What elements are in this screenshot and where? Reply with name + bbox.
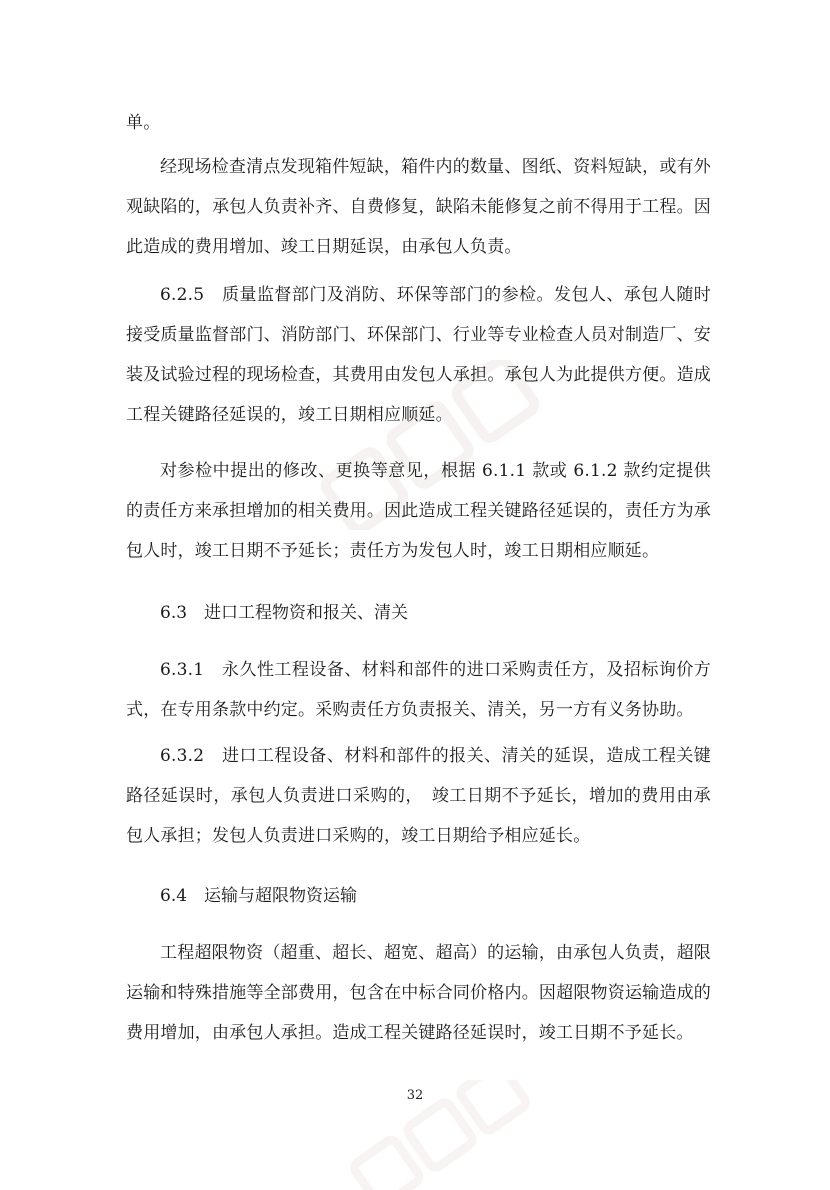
- paragraph-inspection-opinions: 对参检中提出的修改、更换等意见，根据 6.1.1 款或 6.1.2 款约定提供的责任方来承担增加的相关费用。因此造成工程关键路径延误的，责任方为承包人时，竣工日期不予延长；责任方为发包人时，竣工日期相应顺延。: [126, 461, 711, 561]
- heading-6-4: 6.4 运输与超限物资运输: [160, 886, 358, 906]
- heading-6-3: 6.3 进口工程物资和报关、清关: [160, 603, 409, 623]
- paragraph-continuation: 单。: [126, 113, 161, 133]
- paragraph-inspection-shortage: 经现场检查清点发现箱件短缺，箱件内的数量、图纸、资料短缺，或有外观缺陷的，承包人负责补齐、自费修复，缺陷未能修复之前不得用于工程。因此造成的费用增加、竣工日期延误，由承包人负责。: [126, 157, 711, 257]
- paragraph-6-2-5: 6.2.5 质量监督部门及消防、环保等部门的参检。发包人、承包人随时接受质量监督部门、消防部门、环保部门、行业等专业检查人员对制造厂、安装及试验过程的现场检查，其费用由发包人承担。承包人为此提供方便。造成工程关键路径延误的，竣工日期相应顺延。: [126, 285, 711, 425]
- paragraph-oversize-transport: 工程超限物资（超重、超长、超宽、超高）的运输，由承包人负责，超限运输和特殊措施等全部费用，包含在中标合同价格内。因超限物资运输造成的费用增加，由承包人承担。造成工程关键路径延误时，竣工日期不予延长。: [126, 943, 711, 1043]
- paragraph-6-3-2: 6.3.2 进口工程设备、材料和部件的报关、清关的延误，造成工程关键路径延误时，承包人负责进口采购的， 竣工日期不予延长，增加的费用由承包人承担；发包人负责进口采购的，竣工日期给予相应延长。: [126, 746, 711, 846]
- page-number: 32: [406, 1088, 424, 1103]
- paragraph-6-3-1: 6.3.1 永久性工程设备、材料和部件的进口采购责任方，及招标询价方式，在专用条款中约定。采购责任方负责报关、清关，另一方有义务协助。: [126, 660, 711, 720]
